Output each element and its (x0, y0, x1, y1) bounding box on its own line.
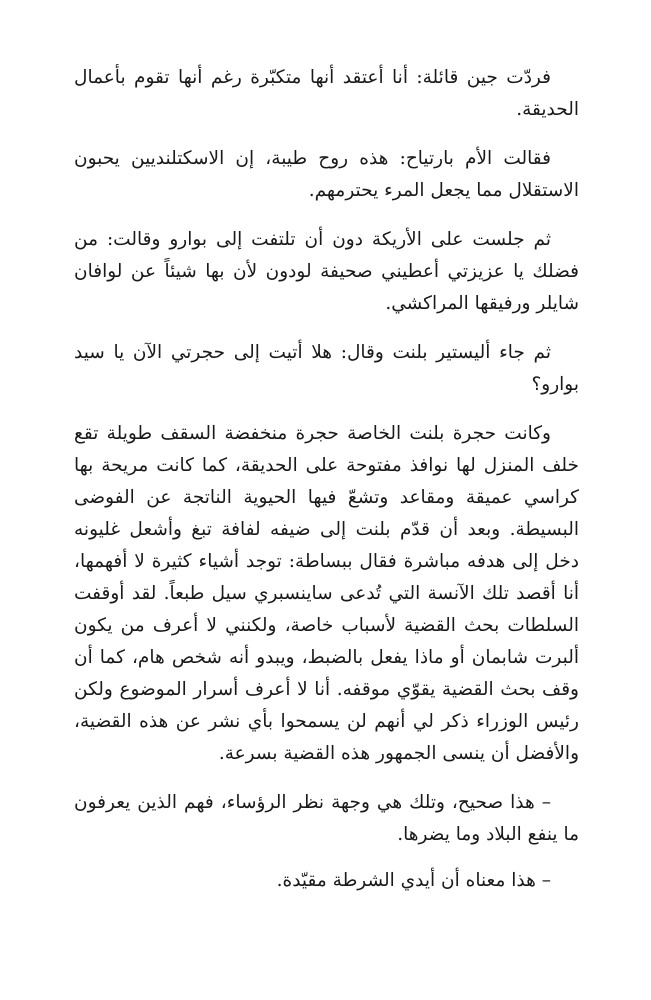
paragraph-2: فقالت الأم بارتياح: هذه روح طيبة، إن الاسكتلنديين يحبون الاستقلال مما يجعل المرء يحترمهم. (74, 148, 579, 201)
book-page (74, 62, 579, 914)
paragraph-3: ثم جلست على الأريكة دون أن تلتفت إلى بوارو وقالت: من فضلك يا عزيزتي أعطيني صحيفة لودون لأن بها شيئاً عن لوافان شايلر ورفيقها المراكشي. (74, 229, 579, 314)
paragraph-5: وكانت حجرة بلنت الخاصة حجرة منخفضة السقف طويلة تقع خلف المنزل لها نوافذ مفتوحة على الحديقة، كما كانت مريحة بها كراسي عميقة ومقاعد وتشعّ فيها الحيوية الناتجة عن الفوضى البسيطة. وبعد أن قدّم بلنت إلى ضيفه لفافة تبغ وأشعل غليونه دخل إلى هدفه مباشرة فقال ببساطة: توجد أشياء كثيرة لا أفهمها، أنا أقصد تلك الآنسة التي تُدعى ساينسبري سيل طبعاً. لقد أوقفت السلطات بحث القضية لأسباب خاصة، ولكنني لا أعرف من يكون ألبرت شابمان أو ماذا يفعل بالضبط، ويبدو أنه شخص هام، كما أن وقف بحث القضية يقوّي موقفه. أنا لا أعرف أسرار الموضوع ولكن رئيس الوزراء ذكر لي أنهم لن يسمحوا بأي نشر عن هذه القضية، والأفضل أن ينسى الجمهور هذه القضية بسرعة. (74, 423, 579, 764)
paragraph-6: – هذا صحيح، وتلك هي وجهة نظر الرؤساء، فهم الذين يعرفون ما ينفع البلاد وما يضرها. (74, 792, 579, 845)
paragraph-1: فردّت جين قائلة: أنا أعتقد أنها متكبّرة رغم أنها تقوم بأعمال الحديقة. (74, 67, 579, 120)
paragraph-7: – هذا معناه أن أيدي الشرطة مقيّدة. (276, 870, 551, 891)
paragraph-4: ثم جاء أليستير بلنت وقال: هلا أتيت إلى حجرتي الآن يا سيد بوارو؟ (74, 342, 579, 395)
